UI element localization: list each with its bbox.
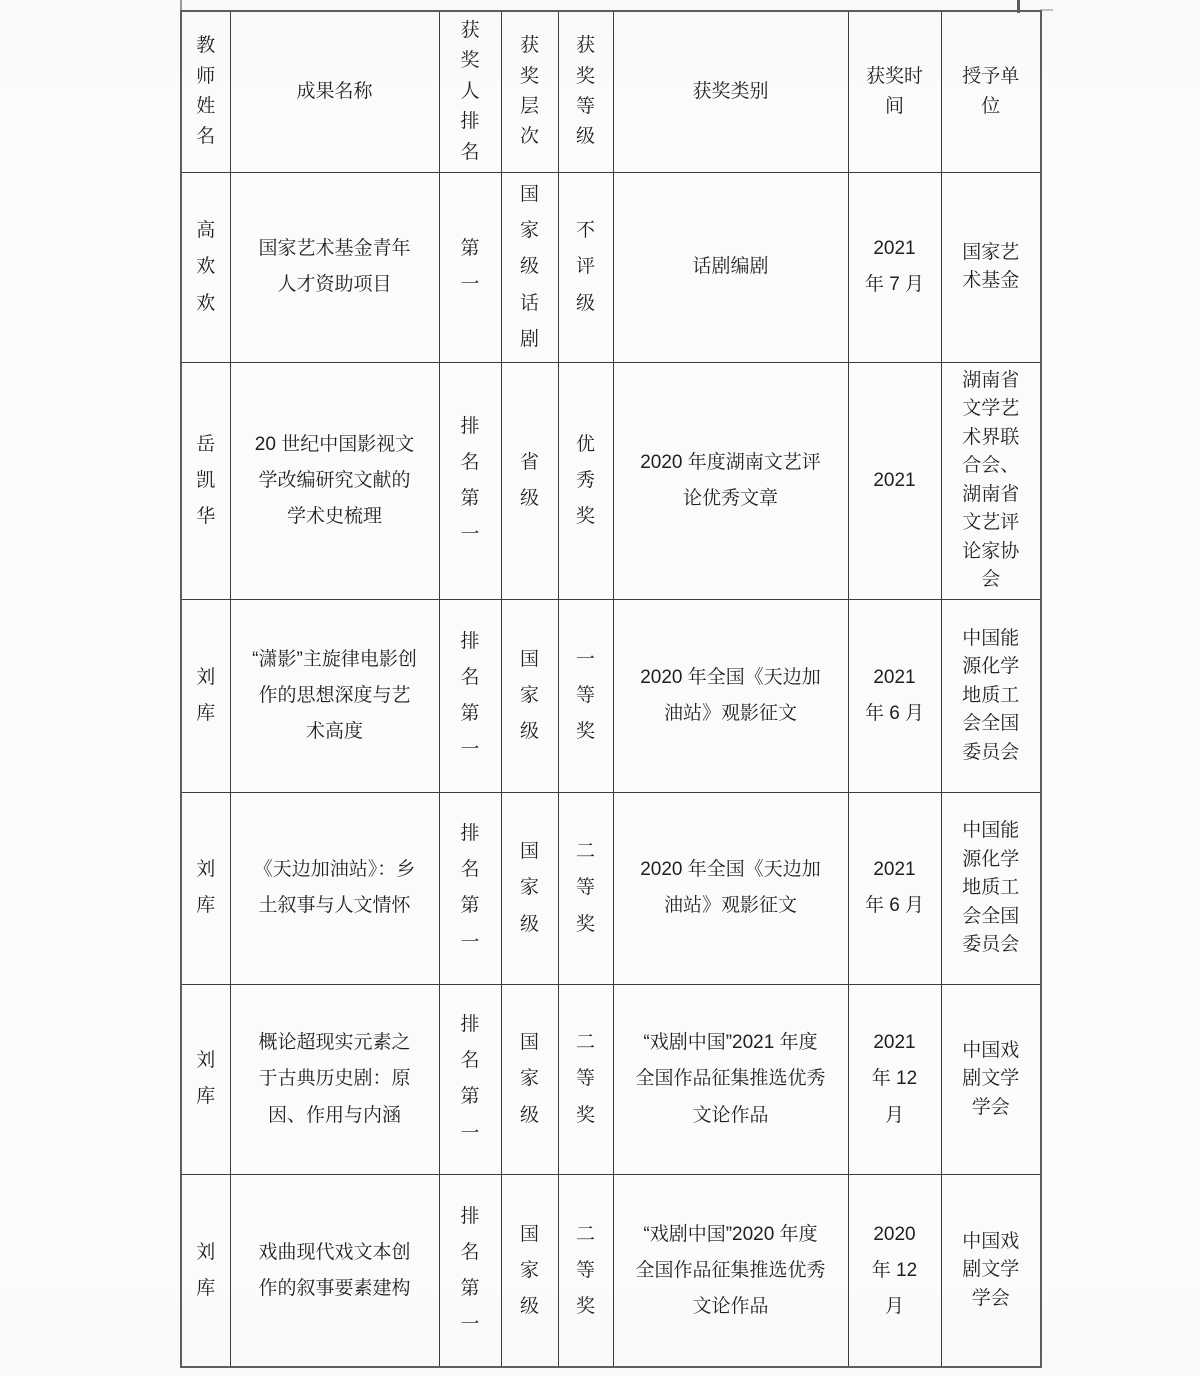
cell-teacher-name: 刘库 bbox=[181, 792, 230, 984]
cell-awardee-rank: 排名第一 bbox=[439, 792, 501, 984]
header-teacher-name: 教师姓名 bbox=[181, 11, 230, 172]
cell-award-time: 2021 年 6 月 bbox=[848, 792, 941, 984]
cell-award-category: “戏剧中国”2021 年度全国作品征集推选优秀文论作品 bbox=[613, 984, 848, 1174]
cell-awarding-org: 中国戏剧文学学会 bbox=[941, 984, 1041, 1174]
cell-award-category: 2020 年度湖南文艺评论优秀文章 bbox=[613, 362, 848, 599]
cell-awarding-org: 中国能源化学地质工会全国委员会 bbox=[941, 599, 1041, 792]
cell-award-level: 国家级话剧 bbox=[501, 172, 558, 362]
header-award-grade: 获奖等级 bbox=[558, 11, 613, 172]
cell-award-level: 国家级 bbox=[501, 984, 558, 1174]
cell-award-time: 2020 年 12 月 bbox=[848, 1174, 941, 1367]
table-row bbox=[181, 172, 1041, 362]
cell-awardee-rank: 排名第一 bbox=[439, 1174, 501, 1367]
cell-awardee-rank: 排名第一 bbox=[439, 984, 501, 1174]
teacher-awards-table bbox=[180, 10, 1042, 1368]
cell-teacher-name: 刘库 bbox=[181, 1174, 230, 1367]
cell-award-level: 国家级 bbox=[501, 599, 558, 792]
table-row bbox=[181, 599, 1041, 792]
cell-awarding-org: 湖南省文学艺术界联合会、湖南省文艺评论家协会 bbox=[941, 362, 1041, 599]
cell-achievement-title: “潇影”主旋律电影创作的思想深度与艺术高度 bbox=[230, 599, 439, 792]
header-row bbox=[181, 11, 1041, 172]
cell-award-level: 国家级 bbox=[501, 1174, 558, 1367]
header-awarding-org: 授予单位 bbox=[941, 11, 1041, 172]
cell-award-grade: 优秀奖 bbox=[558, 362, 613, 599]
cell-teacher-name: 高欢欢 bbox=[181, 172, 230, 362]
header-achievement-title: 成果名称 bbox=[230, 11, 439, 172]
cell-award-category: 2020 年全国《天边加油站》观影征文 bbox=[613, 599, 848, 792]
cell-teacher-name: 岳凯华 bbox=[181, 362, 230, 599]
cell-awarding-org: 中国能源化学地质工会全国委员会 bbox=[941, 792, 1041, 984]
header-award-time: 获奖时间 bbox=[848, 11, 941, 172]
cell-teacher-name: 刘库 bbox=[181, 984, 230, 1174]
cell-award-time: 2021 年 12 月 bbox=[848, 984, 941, 1174]
cell-awarding-org: 中国戏剧文学学会 bbox=[941, 1174, 1041, 1367]
cell-award-grade: 二等奖 bbox=[558, 984, 613, 1174]
cell-award-grade: 二等奖 bbox=[558, 792, 613, 984]
cell-achievement-title: 《天边加油站》：乡土叙事与人文情怀 bbox=[230, 792, 439, 984]
header-award-level: 获奖层次 bbox=[501, 11, 558, 172]
cell-award-time: 2021 年 6 月 bbox=[848, 599, 941, 792]
cell-awardee-rank: 第一 bbox=[439, 172, 501, 362]
cell-awarding-org: 国家艺术基金 bbox=[941, 172, 1041, 362]
cell-awardee-rank: 排名第一 bbox=[439, 362, 501, 599]
cell-award-grade: 一等奖 bbox=[558, 599, 613, 792]
table-row bbox=[181, 362, 1041, 599]
cell-award-time: 2021 bbox=[848, 362, 941, 599]
header-award-category: 获奖类别 bbox=[613, 11, 848, 172]
cell-achievement-title: 戏曲现代戏文本创作的叙事要素建构 bbox=[230, 1174, 439, 1367]
header-awardee-rank: 获奖人排名 bbox=[439, 11, 501, 172]
scan-artifact-left-stub bbox=[180, 0, 182, 10]
cell-award-time: 2021 年 7 月 bbox=[848, 172, 941, 362]
cell-award-category: 话剧编剧 bbox=[613, 172, 848, 362]
cell-award-grade: 不评级 bbox=[558, 172, 613, 362]
cell-achievement-title: 国家艺术基金青年人才资助项目 bbox=[230, 172, 439, 362]
cell-achievement-title: 概论超现实元素之于古典历史剧：原因、作用与内涵 bbox=[230, 984, 439, 1174]
cell-achievement-title: 20 世纪中国影视文学改编研究文献的学术史梳理 bbox=[230, 362, 439, 599]
cell-teacher-name: 刘库 bbox=[181, 599, 230, 792]
cell-awardee-rank: 排名第一 bbox=[439, 599, 501, 792]
table-row bbox=[181, 1174, 1041, 1367]
table-row bbox=[181, 984, 1041, 1174]
cell-award-level: 省级 bbox=[501, 362, 558, 599]
table-row bbox=[181, 792, 1041, 984]
cell-award-level: 国家级 bbox=[501, 792, 558, 984]
cell-award-category: 2020 年全国《天边加油站》观影征文 bbox=[613, 792, 848, 984]
cell-award-category: “戏剧中国”2020 年度全国作品征集推选优秀文论作品 bbox=[613, 1174, 848, 1367]
cell-award-grade: 二等奖 bbox=[558, 1174, 613, 1367]
